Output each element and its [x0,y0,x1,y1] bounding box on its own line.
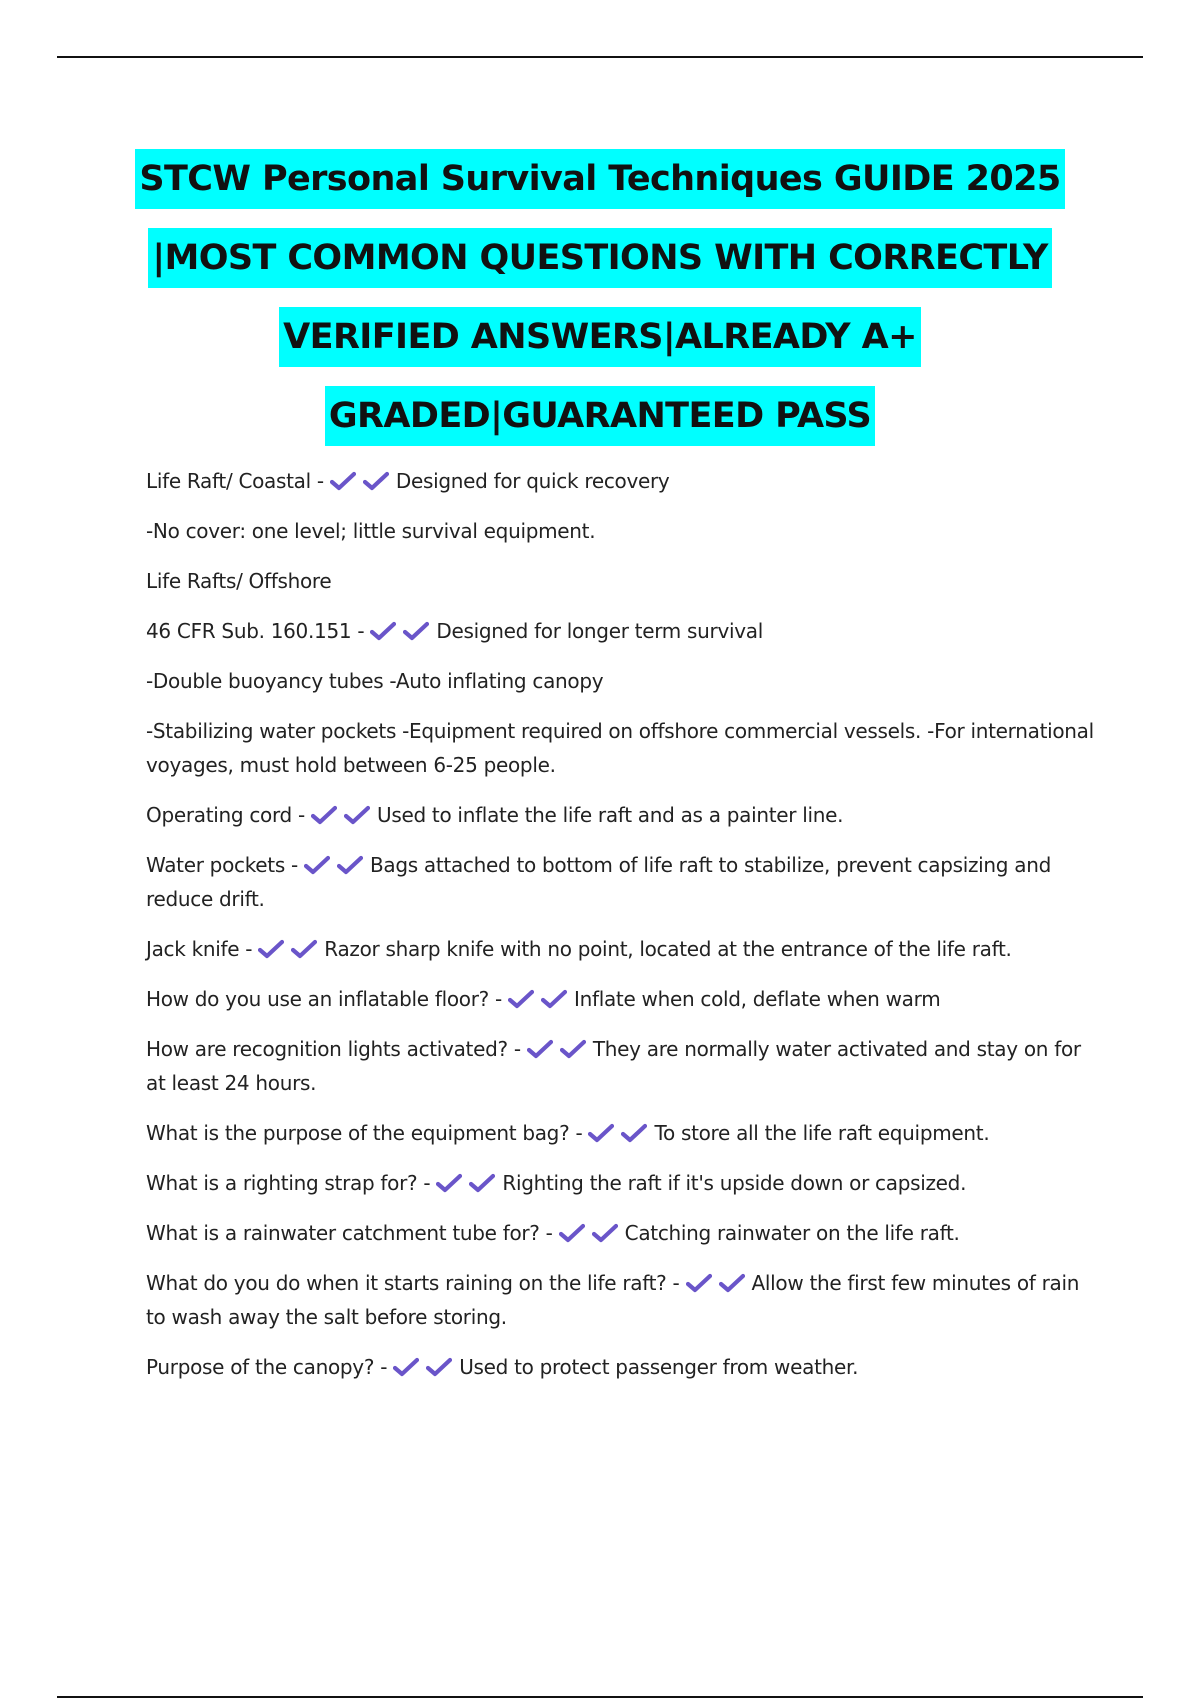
answer-text: Used to protect passenger from weather. [459,1355,859,1379]
checkmark-icon [436,1173,462,1193]
qa-entry [146,1032,1096,1100]
qa-entry [146,464,1096,498]
question-text: How do you use an inflatable floor? - [146,987,508,1011]
checkmark-icon [560,1039,586,1059]
title-line-4: GRADED|GUARANTEED PASS [325,386,875,446]
question-text: Jack knife - [146,937,259,961]
answer-text: Bags attached to bottom of life raft to stabilize, prevent capsizing and reduce drift. [146,853,1051,911]
question-text: How are recognition lights activated? - [146,1037,527,1061]
question-text: Water pockets - [146,853,304,877]
checkmark-icon [719,1273,745,1293]
answer-text: Designed for quick recovery [395,469,670,493]
checkmark-icon [291,939,317,959]
note-text: -Double buoyancy tubes -Auto inflating canopy [146,669,604,693]
question-text: What is a rainwater catchment tube for? - [146,1221,559,1245]
checkmark-icon [304,855,330,875]
checkmark-icon [426,1357,452,1377]
title-line-3: VERIFIED ANSWERS|ALREADY A+ [279,307,921,367]
footer-rule [57,1696,1143,1698]
qa-entry [146,1216,1096,1250]
qa-entry [146,982,1096,1016]
note-text: -Stabilizing water pockets -Equipment required on offshore commercial vessels. -For international voyages, must hold between 6-25 people. [146,719,1094,777]
checkmark-icon [686,1273,712,1293]
answer-text: They are normally water activated and stay on for at least 24 hours. [146,1037,1081,1095]
checkmark-icon [541,989,567,1009]
qa-entry [146,1166,1096,1200]
qa-entry [146,1350,1096,1384]
answer-text: Designed for longer term survival [436,619,763,643]
answer-text: Inflate when cold, deflate when warm [573,987,941,1011]
qa-entry [146,1266,1096,1334]
title-line-1: STCW Personal Survival Techniques GUIDE 2025 [135,149,1064,209]
question-text: 46 CFR Sub. 160.151 - [146,619,371,643]
question-text: Life Raft/ Coastal - [146,469,330,493]
checkmark-icon [469,1173,495,1193]
answer-text: Razor sharp knife with no point, located at the entrance of the life raft. [324,937,1012,961]
checkmark-icon [403,621,429,641]
question-text: What do you do when it starts raining on the life raft? - [146,1271,686,1295]
note-text: Life Rafts/ Offshore [146,569,332,593]
header-rule [57,56,1143,58]
checkmark-icon [330,471,356,491]
question-text: Operating cord - [146,803,311,827]
question-text: What is a righting strap for? - [146,1171,437,1195]
checkmark-icon [621,1123,647,1143]
checkmark-icon [393,1357,419,1377]
checkmark-icon [527,1039,553,1059]
title-line-2: |MOST COMMON QUESTIONS WITH CORRECTLY [148,228,1051,288]
qa-list [146,464,1096,1400]
qa-entry [146,932,1096,966]
checkmark-icon [559,1223,585,1243]
answer-text: Catching rainwater on the life raft. [624,1221,960,1245]
checkmark-icon [344,805,370,825]
answer-text: To store all the life raft equipment. [654,1121,990,1145]
document-title [0,140,1200,456]
answer-text: Used to inflate the life raft and as a painter line. [376,803,844,827]
checkmark-icon [363,471,389,491]
qa-entry [146,848,1096,916]
qa-entry [146,614,1096,648]
qa-entry [146,798,1096,832]
note-text: -No cover: one level; little survival equipment. [146,519,596,543]
checkmark-icon [588,1123,614,1143]
answer-text: Righting the raft if it's upside down or capsized. [502,1171,967,1195]
checkmark-icon [370,621,396,641]
qa-entry [146,1116,1096,1150]
checkmark-icon [592,1223,618,1243]
checkmark-icon [311,805,337,825]
answer-text: Allow the first few minutes of rain to wash away the salt before storing. [146,1271,1080,1329]
checkmark-icon [337,855,363,875]
question-text: Purpose of the canopy? - [146,1355,394,1379]
checkmark-icon [258,939,284,959]
question-text: What is the purpose of the equipment bag? - [146,1121,589,1145]
checkmark-icon [508,989,534,1009]
